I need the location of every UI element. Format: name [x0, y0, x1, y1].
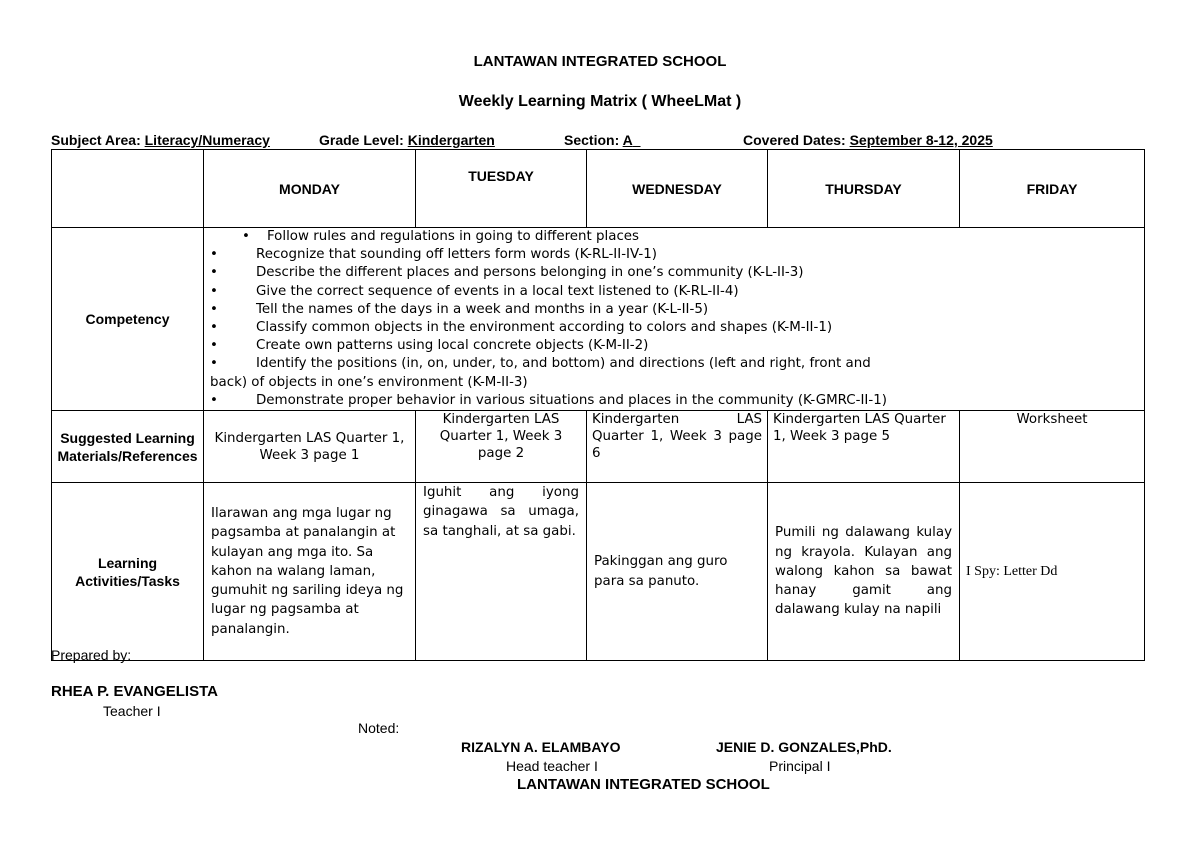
competency-item: • Describe the different places and persons belonging in one’s community (K-L-II-3) [210, 265, 804, 281]
school-name-heading: LANTAWAN INTEGRATED SCHOOL [473, 53, 727, 70]
learning-matrix-table [51, 149, 1145, 661]
day-header-friday: FRIDAY [960, 150, 1145, 228]
activity-friday: I Spy: Letter Dd [960, 483, 1145, 661]
covered-dates-label: Covered Dates: [743, 132, 846, 148]
grade-level [319, 132, 495, 148]
competency-item: • Create own patterns using local concrete objects (K-M-II-2) [210, 338, 649, 354]
materials-wednesday: Kindergarten LAS Quarter 1, Week 3 page 6 [587, 411, 768, 483]
teacher-name: RHEA P. EVANGELISTA [51, 683, 218, 700]
principal-name: JENIE D. GONZALES,PhD. [716, 739, 892, 755]
competency-item: • Identify the positions (in, on, under, to, and bottom) and directions (left and right, front and [210, 356, 871, 372]
competency-item: • Demonstrate proper behavior in various situations and places in the community (K-GMRC-II-1) [210, 392, 887, 408]
subject-area [51, 132, 270, 148]
materials-monday: Kindergarten LAS Quarter 1, Week 3 page 1 [204, 411, 416, 483]
activity-thursday: Pumili ng dalawang kulay ng krayola. Kulayan ang walong kahon sa bawat hanay gamit ang dalawang kulay na napili [768, 483, 960, 661]
header-corner-cell [52, 150, 204, 228]
competency-row-label: Competency [52, 228, 204, 411]
activities-row [52, 483, 1145, 661]
materials-friday: Worksheet [960, 411, 1145, 483]
covered-dates-value: September 8-12, 2025 [849, 132, 993, 148]
day-header-wednesday: WEDNESDAY [587, 150, 768, 228]
subject-area-value: Literacy/Numeracy [144, 132, 270, 148]
document-title: Weekly Learning Matrix ( WheeLMat ) [458, 93, 742, 110]
materials-tuesday: Kindergarten LAS Quarter 1, Week 3 page 2 [416, 411, 587, 483]
competency-row [52, 228, 1145, 411]
subject-area-label: Subject Area: [51, 132, 141, 148]
section-label: Section: [564, 132, 620, 148]
competency-list [204, 228, 1145, 411]
competency-item: • Classify common objects in the environment according to colors and shapes (K-M-II-1) [210, 320, 833, 336]
competency-item: • Follow rules and regulations in going to different places [242, 229, 640, 244]
activities-row-label: Learning Activities/Tasks [52, 483, 204, 661]
teacher-title: Teacher I [103, 703, 161, 719]
section-value: A [622, 132, 633, 148]
activity-monday: Ilarawan ang mga lugar ng pagsamba at panalangin at kulayan ang mga ito. Sa kahon na walang laman, gumuhit ng sariling ideya ng lugar ng pagsamba at panalangin. [204, 483, 416, 661]
head-teacher-name: RIZALYN A. ELAMBAYO [461, 739, 621, 755]
section [564, 132, 641, 148]
noted-label: Noted: [358, 720, 400, 736]
materials-thursday: Kindergarten LAS Quarter 1, Week 3 page 5 [768, 411, 960, 483]
grade-level-value: Kindergarten [407, 132, 495, 148]
competency-item-continued: back) of objects in one’s environment (K-M-II-3) [210, 374, 528, 390]
materials-row [52, 411, 1145, 483]
table-header-row [52, 150, 1145, 228]
materials-row-label: Suggested Learning Materials/References [52, 411, 204, 483]
prepared-by-label: Prepared by: [51, 647, 132, 663]
day-header-thursday: THURSDAY [768, 150, 960, 228]
day-header-tuesday: TUESDAY [416, 150, 587, 228]
principal-title: Principal I [769, 758, 831, 774]
covered-dates [743, 132, 993, 148]
footer-school-name: LANTAWAN INTEGRATED SCHOOL [517, 776, 770, 793]
head-teacher-title: Head teacher I [506, 758, 598, 774]
competency-item: • Tell the names of the days in a week and months in a year (K-L-II-5) [210, 301, 709, 317]
grade-level-label: Grade Level: [319, 132, 404, 148]
activity-wednesday: Pakinggan ang guro para sa panuto. [587, 483, 768, 661]
competency-item: • Give the correct sequence of events in a local text listened to (K-RL-II-4) [210, 283, 739, 299]
competency-item: • Recognize that sounding off letters form words (K-RL-II-IV-1) [210, 247, 657, 263]
day-header-monday: MONDAY [204, 150, 416, 228]
activity-tuesday: Iguhit ang iyong ginagawa sa umaga, sa tanghali, at sa gabi. [416, 483, 587, 661]
